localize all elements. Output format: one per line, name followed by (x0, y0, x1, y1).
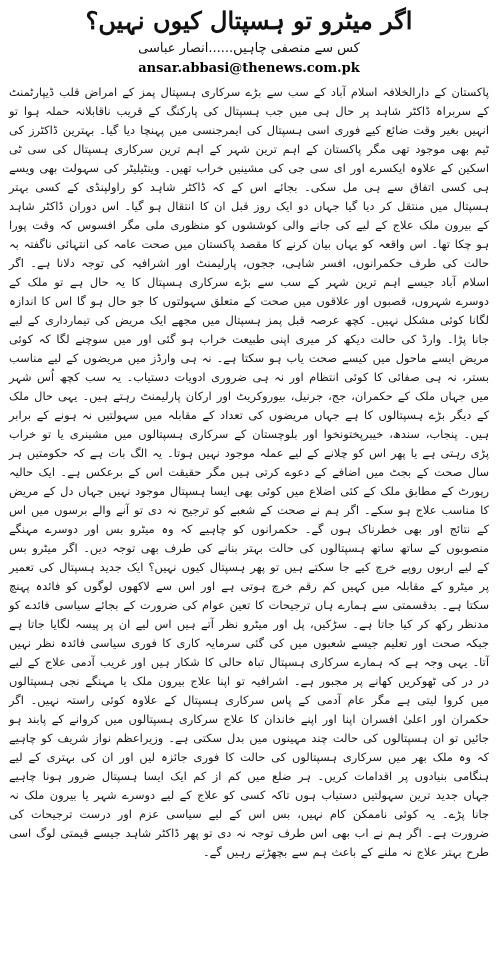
article-byline: کس سے منصفی چاہیں......انصار عباسی (138, 41, 360, 56)
author-email[interactable]: ansar.abbasi@thenews.com.pk (138, 61, 360, 76)
article-headline: اگر میٹرو تو ہسپتال کیوں نہیں؟ (85, 6, 413, 35)
article-body: پاکستان کے دارالخلافہ اسلام آباد کے سب سے بڑے سرکاری ہسپتال پمز کے امراض قلب ڈیپارٹمنٹ کے سربراہ ڈاکٹر شاہد پر حال ہی میں جب ہسپتال کی پارکنگ کے قریب ناقابلانہ حملہ ہوا تو انہیں بغیر وقت ضائع کیے فوری اسی ہسپتال کی ایمرجنسی میں پہنچا دیا گیا۔ بہترین ڈاکٹرز کی ٹیم بھی موجود تھی مگر پاکستان کے اہم ترین شہر کے اہم ترین سرکاری ہسپتال کی سی ٹی اسکین کے علاوہ ایکسرے اور ای سی جی کی مشینیں خراب تھیں۔ وینٹیلیٹر کی سہولت بھی ویسے ہی کسی اتفاق سے ہی مل سکی۔ بجائے اس کے کہ ڈاکٹر شاہد کو راولپنڈی کے کسی بہتر ہسپتال میں منتقل کر دیا گیا جہاں دو ایک روز قبل ان کا انتقال ہو گیا۔ اس دوران ڈاکٹر شاہد کے بیرون ملک علاج کے لیے کی جانے والی کوششوں کو منظوری ملی مگر افسوس کہ وقت پورا ہو چکا تھا۔ اس واقعہ کو یہاں بیان کرنے کا مقصد پاکستان میں صحت عامہ کی انتہائی ناگفتہ بہ حالت کی طرف حکمرانوں، افسر شاہی، ججوں، پارلیمنٹ اور اشرافیہ کی توجہ دلانا ہے۔ اگر اسلام آباد جیسے اہم ترین شہر کے سب سے بڑے سرکاری ہسپتال کا یہ حال ہے تو ملک کے دوسرے شہروں، قصبوں اور علاقوں میں صحت کے متعلق سہولتوں کا جو حال ہو گا اس کا اندازہ لگانا کوئی مشکل نہیں۔ کچھ عرصہ قبل پمز ہسپتال میں مجھے ایک مریض کی تیمارداری کے لیے جانا پڑا۔ وارڈ کی حالت دیکھ کر میری اپنی طبیعت خراب ہو گئی اور میں سوچنے لگا کہ کوئی مریض ایسے ماحول میں کیسے صحت یاب ہو سکتا ہے۔ نہ ہی وارڈز میں مریضوں کے لیے مناسب بستر، نہ ہی صفائی کا کوئی انتظام اور نہ ہی ضروری ادویات دستیاب۔ یہ سب کچھ اُس شہر میں جہاں ملک کے حکمران، جج، جرنیل، بیوروکریٹ اور ارکان پارلیمنٹ رہتے ہیں۔ یہی حال ملک کے دیگر بڑے ہسپتالوں کا ہے جہاں مریضوں کی تعداد کے مقابلہ میں سہولتیں نہ ہونے کے برابر ہیں۔ پنجاب، سندھ، خیبرپختونخوا اور بلوچستان کے سرکاری ہسپتالوں میں مشینری یا تو خراب پڑی رہتی ہے یا پھر اس کو چلانے کے لیے عملہ موجود نہیں ہوتا۔ یہ الگ بات ہے کہ حکومتیں ہر سال صحت کے بجٹ میں اضافے کے دعوے کرتی ہیں مگر حقیقت اس کے برعکس ہے۔ ایک حالیہ رپورٹ کے مطابق ملک کے کئی اضلاع میں کوئی بھی ایسا ہسپتال موجود نہیں جہاں دل کے مریض کا مناسب علاج ہو سکے۔ اگر ہم نے صحت کے شعبے کو ترجیح نہ دی تو آنے والے برسوں میں اس کے نتائج اور بھی خطرناک ہوں گے۔ حکمرانوں کو چاہیے کہ وہ میٹرو بس اور دوسرے مہنگے منصوبوں کے ساتھ ساتھ ہسپتالوں کی حالت بہتر بنانے کی طرف بھی توجہ دیں۔ اگر میٹرو بس کے لیے اربوں روپے خرچ کیے جا سکتے ہیں تو پھر ہسپتال کیوں نہیں؟ ایک جدید ہسپتال کی تعمیر پر میٹرو کے مقابلہ میں کہیں کم رقم خرچ ہوتی ہے اور اس سے لاکھوں لوگوں کو فائدہ پہنچ سکتا ہے۔ بدقسمتی سے ہمارے ہاں ترجیحات کا تعین عوام کی ضرورت کے بجائے سیاسی فائدے کو مدنظر رکھ کر کیا جاتا ہے۔ سڑکیں، پل اور میٹرو نظر آتے ہیں اس لیے ان پر پیسہ لگایا جاتا ہے جبکہ صحت اور تعلیم جیسے شعبوں میں کی گئی سرمایہ کاری کا فوری سیاسی فائدہ نظر نہیں آتا۔ یہی وجہ ہے کہ ہمارے سرکاری ہسپتال تباہ حالی کا شکار ہیں اور غریب آدمی علاج کے لیے در در کی ٹھوکریں کھانے پر مجبور ہے۔ اشرافیہ تو اپنا علاج بیرون ملک یا مہنگے نجی ہسپتالوں میں کروا لیتی ہے مگر عام آدمی کے پاس سرکاری ہسپتال کے علاوہ کوئی راستہ نہیں۔ اگر حکمران اور اعلیٰ افسران اپنا اور اپنے خاندان کا علاج سرکاری ہسپتالوں میں کروانے کے پابند ہو جائیں تو ان ہسپتالوں کی حالت چند مہینوں میں بدل سکتی ہے۔ وزیراعظم نواز شریف کو چاہیے کہ وہ ملک بھر میں سرکاری ہسپتالوں کی حالت کا فوری جائزہ لیں اور ان کی بہتری کے لیے ہنگامی بنیادوں پر اقدامات کریں۔ ہر ضلع میں کم از کم ایک ایسا ہسپتال ضرور ہونا چاہیے جہاں جدید ترین سہولتیں دستیاب ہوں تاکہ کسی کو علاج کے لیے دوسرے شہر یا بیرون ملک نہ جانا پڑے۔ یہ کوئی ناممکن کام نہیں، بس اس کے لیے سیاسی عزم اور درست ترجیحات کی ضرورت ہے۔ اگر ہم نے اب بھی اس طرف توجہ نہ دی تو پھر ڈاکٹر شاہد جیسے قیمتی لوگ اسی طرح بہتر علاج نہ ملنے کے باعث ہم سے بچھڑتے رہیں گے۔ (9, 85, 489, 859)
